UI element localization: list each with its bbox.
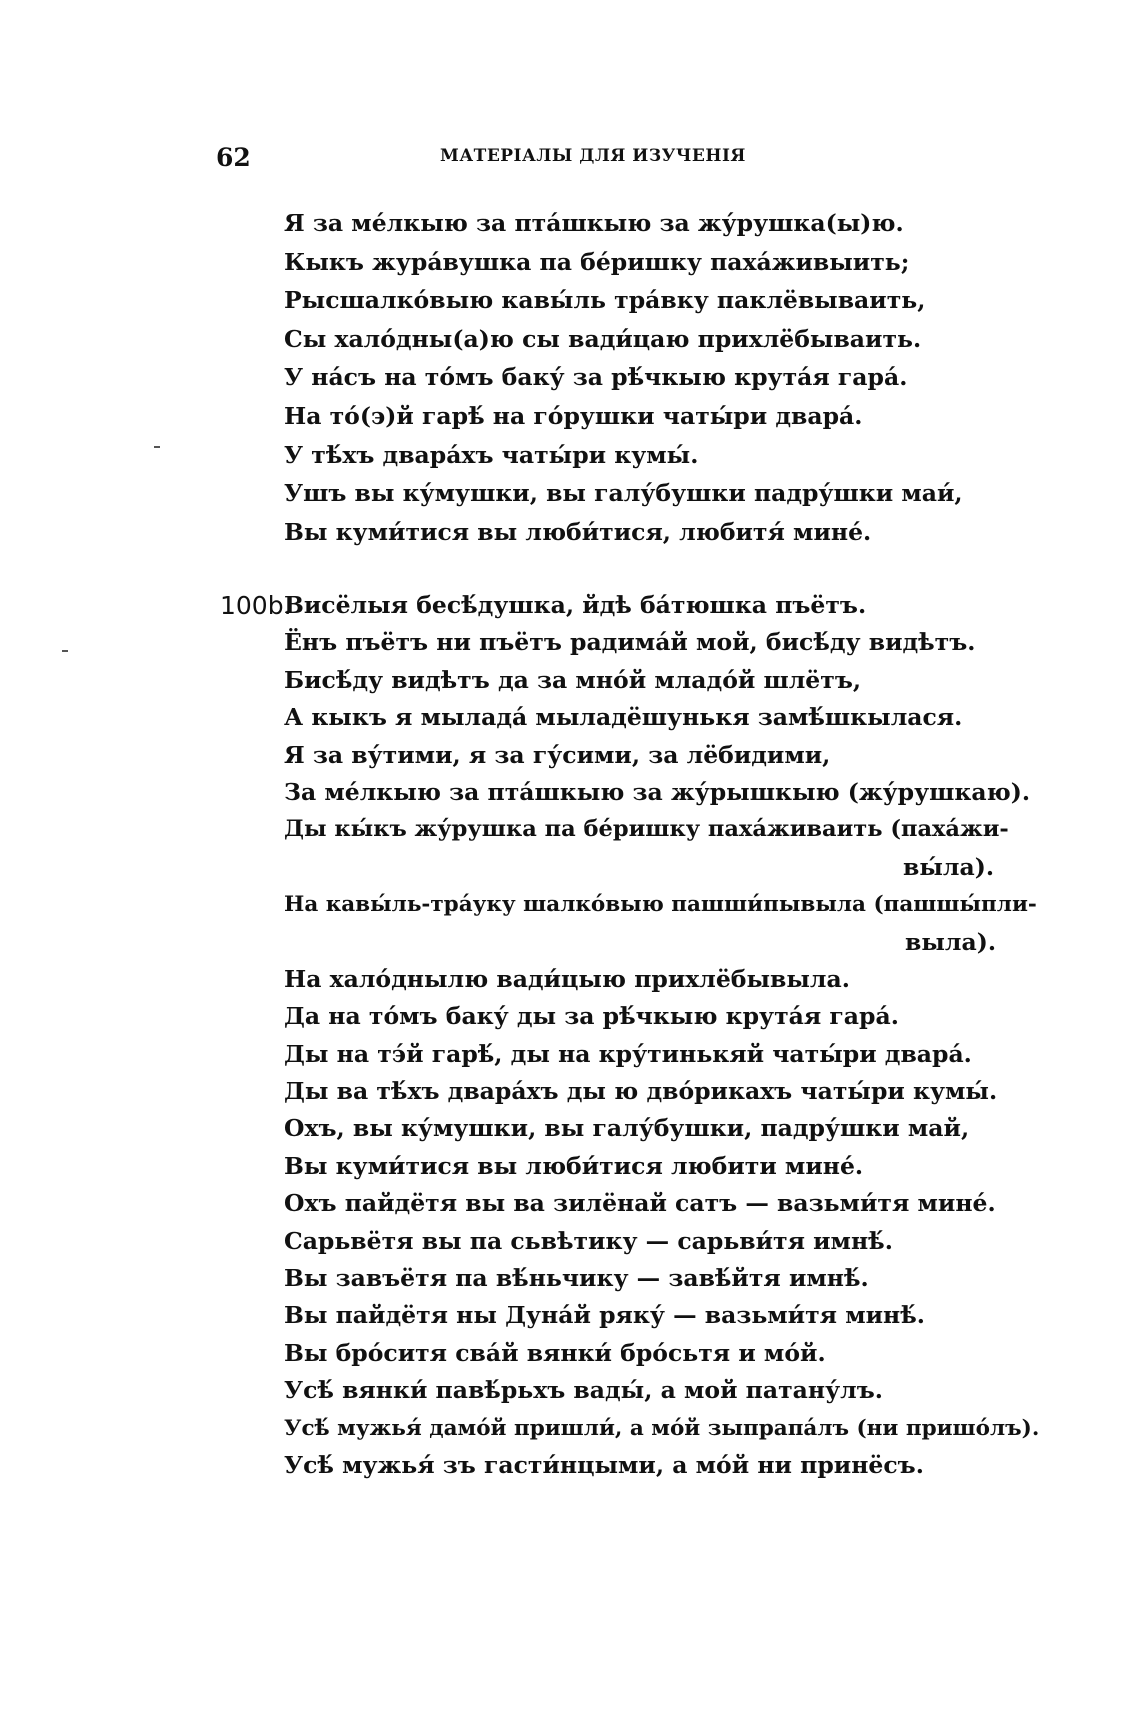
verse-line-first [220, 587, 1024, 624]
verse-line: За ме́лкыю за пта́шкыю за жу́рышкыю (жу́рушкаю). [284, 777, 1030, 806]
page-number: 62 [216, 143, 251, 172]
verse-line: Я за ву́тими, я за гу́сими, за лёбидими, [284, 740, 831, 769]
verse-line: Да на то́мъ баку́ ды за рѣ́чкыю крута́я гара́. [284, 1002, 899, 1031]
verse-line: Вы завъётя па вѣ́ньчику — завѣ́йтя имнѣ́. [284, 1264, 869, 1293]
stanza-a [284, 204, 1024, 551]
verse-line: На то́(э)й гарѣ́ на го́рушки чаты́ри двара́. [284, 401, 863, 430]
verse-line: У тѣ́хъ двара́хъ чаты́ри кумы́. [284, 440, 699, 469]
verse-line: Вы куми́тися вы люби́тися, любитя́ мине́. [284, 517, 872, 546]
verse-line: Кыкъ жура́вушка па бе́ришку паха́живыить; [284, 247, 910, 276]
verse-line-text: Висёлыя бесѣ́душка, йдѣ ба́тюшка пъётъ. [284, 591, 867, 619]
verse-line: Ды кы́къ жу́рушка па бе́ришку паха́живаить (паха́жи- [284, 816, 1009, 843]
verse-line: Я за ме́лкыю за пта́шкыю за жу́рушка(ы)ю. [284, 209, 904, 237]
verse-line: Вы бро́ситя сва́й вянки́ бро́сьтя и мо́й. [284, 1338, 826, 1367]
verse-line: А кыкъ я мылада́ мыладёшунькя замѣ́шкылася. [284, 703, 963, 732]
verse-line: Ды на тэ́й гарѣ́, ды на кру́тинькяй чаты́ри двара́. [284, 1039, 972, 1068]
verse-line: Усѣ́ мужья́ зъ гасти́нцыми, а мо́й ни принёсъ. [284, 1450, 924, 1479]
verse-line: Ёнъ пъётъ ни пъётъ радима́й мой, бисѣ́ду видѣтъ. [284, 628, 976, 657]
verse-line: Вы куми́тися вы люби́тися любити мине́. [284, 1151, 864, 1180]
verse-line: Усѣ́ мужья́ дамо́й пришли́, а мо́й зыпрапа́лъ (ни пришо́лъ). [284, 1415, 1040, 1441]
running-head: МАТЕРІАЛЫ ДЛЯ ИЗУЧЕНІЯ [440, 146, 746, 166]
verse-line: Охъ пайдётя вы ва зилёнай сатъ — вазьми́тя мине́. [284, 1189, 996, 1218]
margin-mark [154, 446, 160, 448]
verse-line: Ды ва тѣ́хъ двара́хъ ды ю дво́рикахъ чаты́ри кумы́. [284, 1077, 998, 1106]
verse-line-continuation: вы́ла). [903, 852, 994, 881]
verse-line-continuation: выла). [905, 927, 996, 956]
verse-line: Вы пайдётя ны Дуна́й ряку́ — вазьми́тя минѣ́. [284, 1301, 925, 1330]
verse-line: У на́съ на то́мъ баку́ за рѣ́чкыю крута́я гара́. [284, 363, 908, 392]
verse-line: Рысшалко́выю кавы́ль тра́вку паклёвываить, [284, 286, 926, 315]
margin-mark [62, 650, 68, 652]
verse-line: На кавы́ль-тра́уку шалко́выю пашши́пывыла (пашшы́пли- [284, 892, 1037, 918]
verse-line: Сы хало́дны(а)ю сы вади́цаю прихлёбываить. [284, 324, 922, 353]
stanza-100b [220, 587, 1040, 1484]
verse-line: Усѣ́ вянки́ павѣ́рьхъ вады́, а мой патану́лъ. [284, 1376, 883, 1405]
verse-line: Сарьвётя вы па сьвѣтику — сарьви́тя имнѣ́. [284, 1226, 893, 1255]
stanza-number: 100b. [220, 591, 292, 620]
verse-line: Ушъ вы ку́мушки, вы галу́бушки падру́шки маи́, [284, 479, 963, 508]
verse-line: Охъ, вы ку́мушки, вы галу́бушки, падру́шки май, [284, 1114, 970, 1143]
verse-line: На хало́днылю вади́цыю прихлёбывыла. [284, 964, 850, 993]
verse-line: Бисѣ́ду видѣтъ да за мно́й младо́й шлётъ, [284, 665, 862, 694]
